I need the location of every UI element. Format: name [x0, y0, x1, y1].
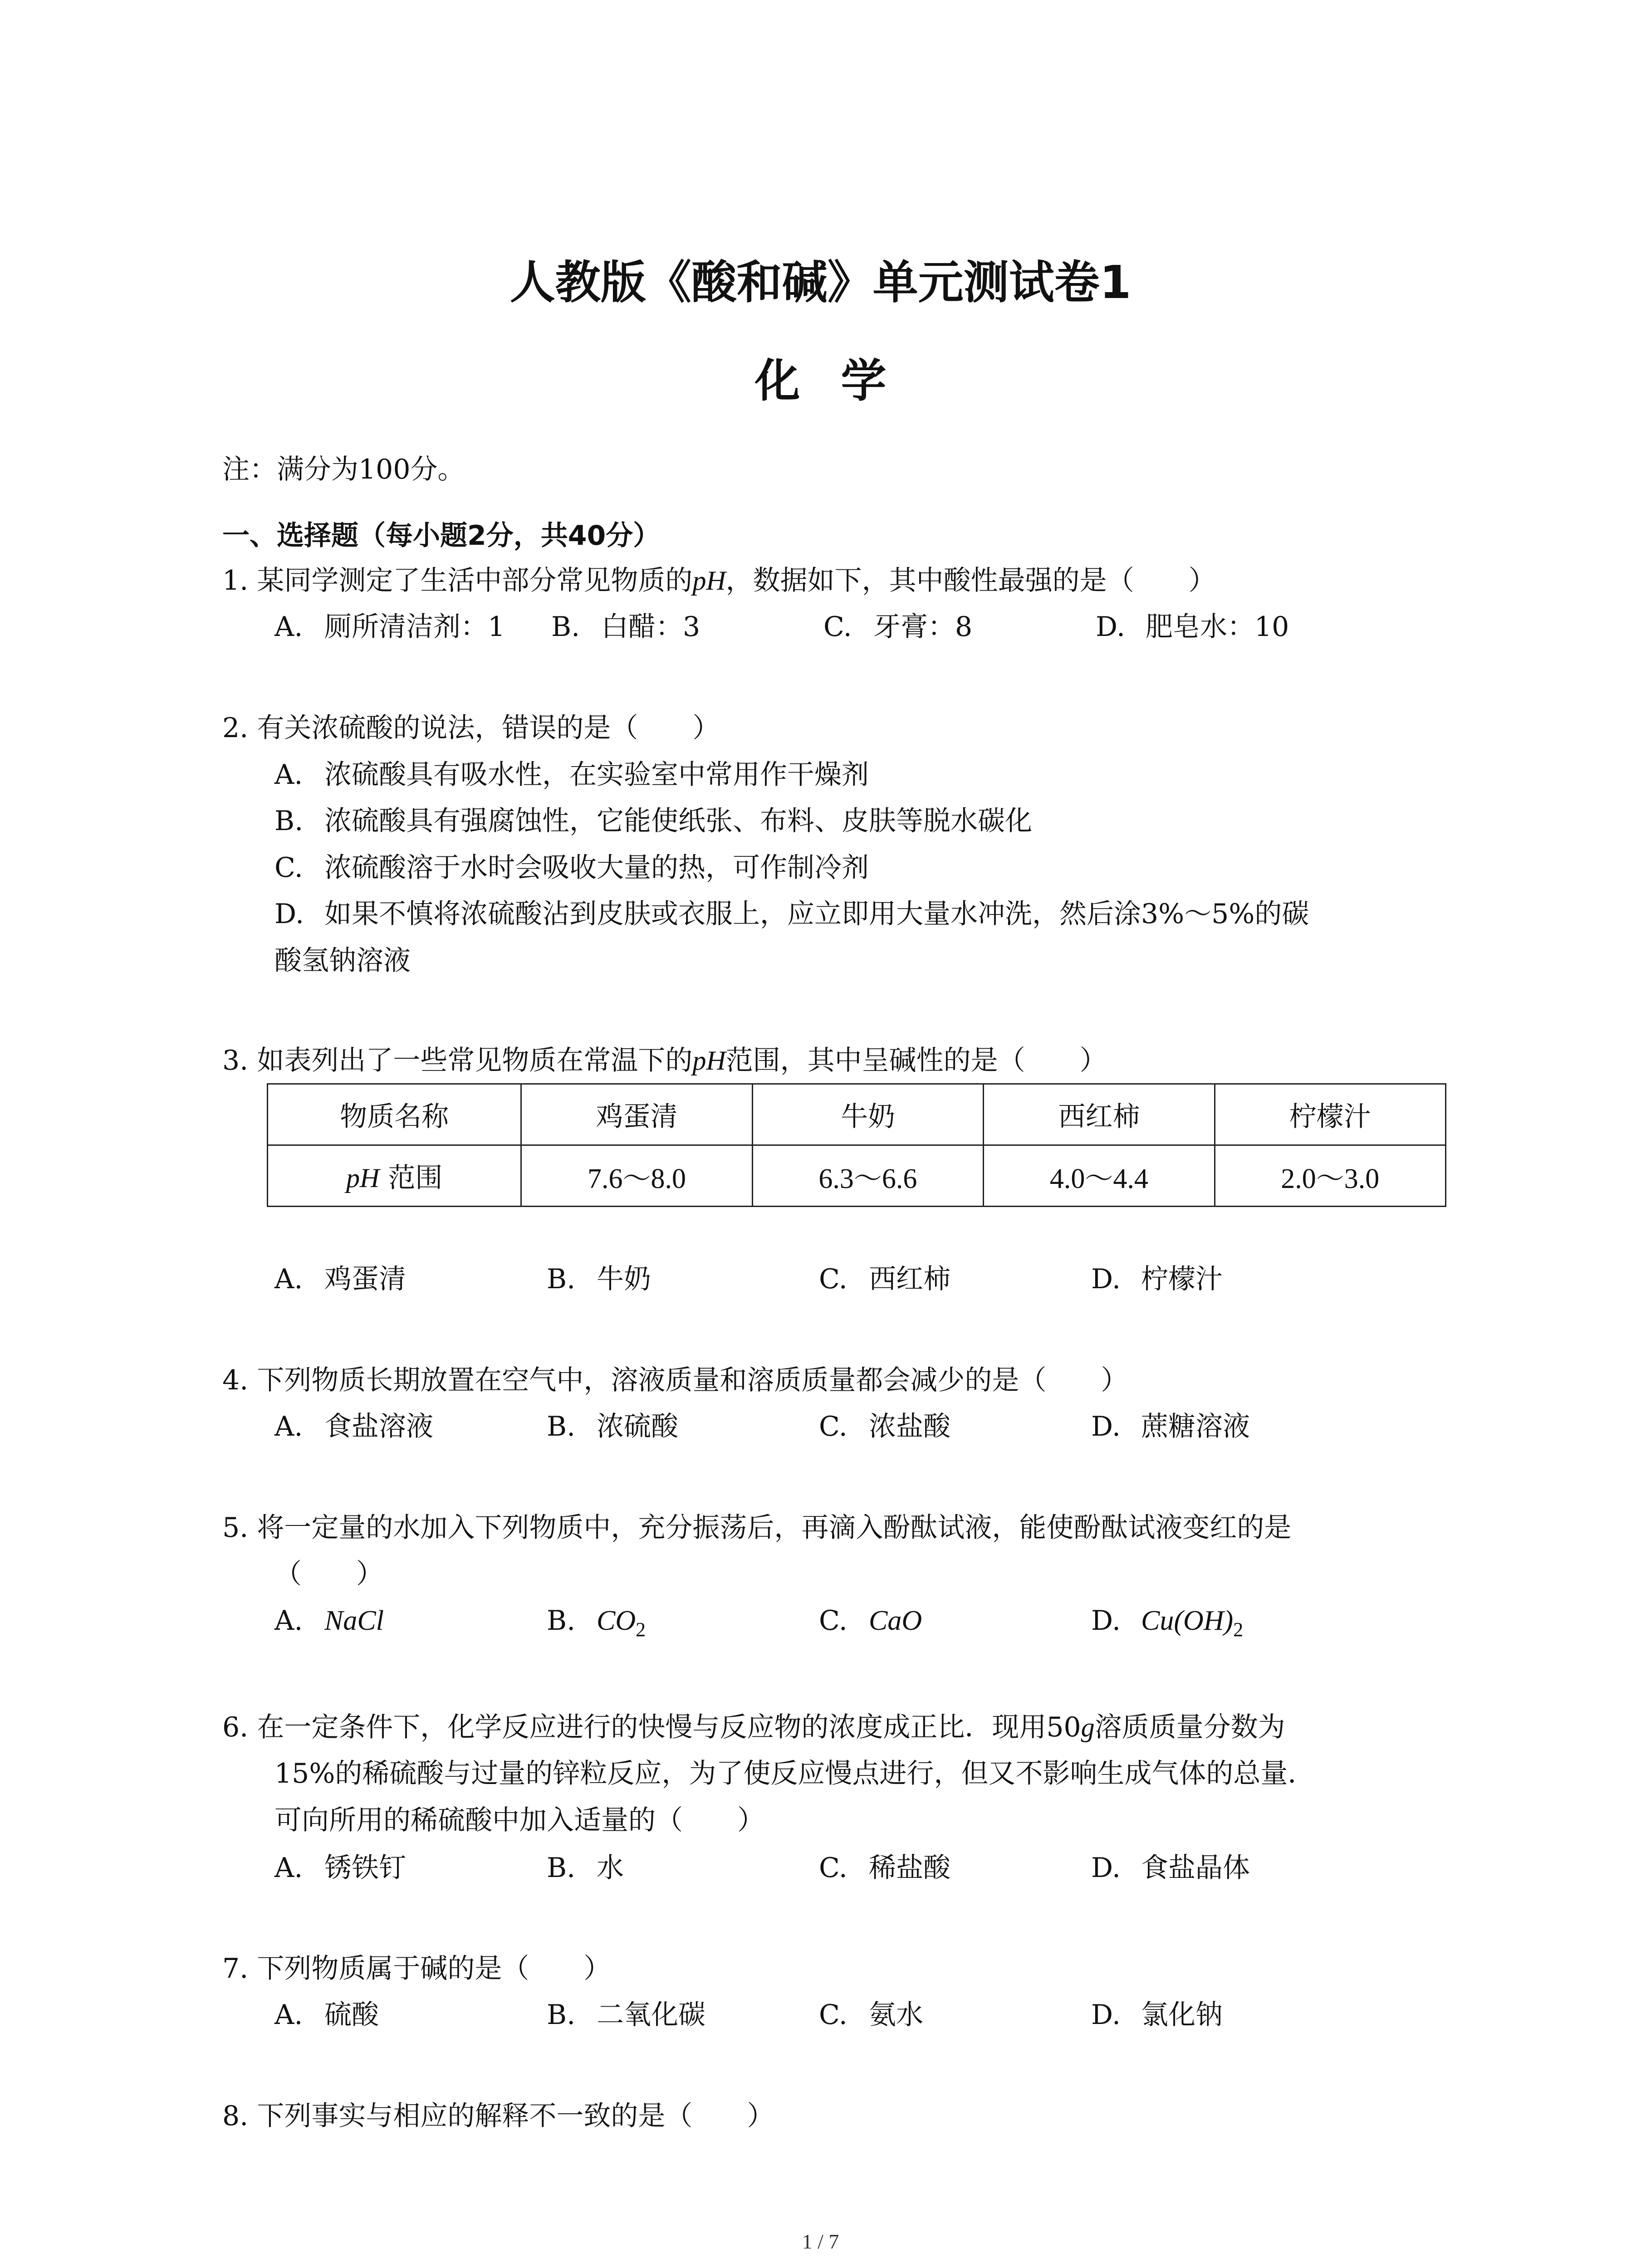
q4-option-c — [819, 1413, 950, 1440]
option-letter: B. — [547, 1605, 576, 1637]
option-text: 如果不慎将浓硫酸沾到皮肤或衣服上，应立即用大量水冲洗，然后涂3%～5%的碳 — [324, 898, 1309, 930]
q7-option-d — [1091, 1999, 1223, 2031]
option-text: 食盐溶液 — [324, 1411, 433, 1442]
q3-option-b — [547, 1263, 651, 1295]
option-letter: D. — [1091, 1999, 1121, 2031]
q4-option-d — [1091, 1413, 1250, 1440]
option-text: 柠檬汁 — [1141, 1263, 1223, 1295]
ph-symbol: pH — [346, 1163, 380, 1193]
table-cell — [268, 1145, 521, 1207]
section-heading: 一、选择题（每小题2分，共40分） — [222, 520, 661, 552]
option-letter: C. — [819, 1852, 847, 1884]
q2-option-d — [274, 900, 1309, 928]
row-label: 范围 — [379, 1162, 443, 1194]
question-8-stem: 8. 下列事实与相应的解释不一致的是（ ） — [222, 2100, 774, 2132]
q2-option-b — [274, 807, 1032, 835]
formula-subscript: 2 — [636, 1618, 646, 1641]
option-text: 水 — [597, 1852, 624, 1884]
table-cell: 物质名称 — [268, 1084, 521, 1145]
question-6-stem-line-2: 15%的稀硫酸与过量的锌粒反应，为了使反应慢点进行，但又不影响生成气体的总量． — [274, 1758, 1315, 1789]
option-text: 浓硫酸 — [597, 1411, 678, 1442]
question-7-stem: 7. 下列物质属于碱的是（ ） — [222, 1953, 611, 1984]
formula-text: Cu(OH) — [1141, 1605, 1234, 1636]
option-letter: A. — [274, 1411, 303, 1442]
subject-heading: 化学 — [754, 354, 927, 407]
question-3-stem — [222, 1047, 1107, 1074]
option-text: 蔗糖溶液 — [1141, 1411, 1250, 1442]
option-letter: D. — [1091, 1411, 1121, 1442]
option-letter: C. — [823, 611, 852, 643]
ph-range-table — [267, 1083, 1446, 1207]
option-letter: C. — [819, 1263, 847, 1295]
question-4-stem: 4. 下列物质长期放置在空气中，溶液质量和溶质质量都会减少的是（ ） — [222, 1364, 1128, 1396]
q2-option-d-continued: 酸氢钠溶液 — [274, 945, 411, 977]
q4-option-b — [547, 1413, 678, 1440]
option-letter: D. — [1096, 611, 1126, 643]
option-letter: D. — [1091, 1852, 1121, 1884]
option-letter: C. — [819, 1605, 847, 1637]
unit-symbol: g — [1081, 1712, 1095, 1742]
question-2-stem: 2. 有关浓硫酸的说法，错误的是（ ） — [222, 712, 720, 744]
option-text: 肥皂水：10 — [1146, 611, 1289, 643]
option-text: 浓硫酸溶于水时会吸收大量的热，可作制冷剂 — [324, 852, 869, 884]
table-row — [268, 1145, 1446, 1207]
option-letter: C. — [274, 852, 303, 884]
q7-option-b — [547, 1999, 705, 2031]
exam-title: 人教版《酸和碱》单元测试卷1 — [509, 256, 1132, 309]
option-text: 浓盐酸 — [869, 1411, 950, 1442]
option-text: 稀盐酸 — [869, 1852, 950, 1884]
option-letter: A. — [274, 1263, 303, 1295]
option-letter: A. — [274, 611, 303, 643]
table-cell: 4.0～4.4 — [984, 1145, 1215, 1207]
option-text: 硫酸 — [324, 1999, 379, 2031]
option-letter: D. — [1091, 1263, 1121, 1295]
option-letter: B. — [551, 611, 580, 643]
table-header-row — [268, 1084, 1446, 1145]
q2-option-a — [274, 759, 869, 791]
option-letter: B. — [547, 1852, 576, 1884]
option-letter: D. — [274, 898, 304, 930]
question-6-stem — [222, 1711, 1285, 1743]
option-letter: B. — [547, 1263, 576, 1295]
q5-option-a — [274, 1607, 384, 1635]
option-letter: B. — [547, 1411, 576, 1442]
q7-option-c — [819, 1999, 923, 2031]
option-text: 浓硫酸具有吸水性，在实验室中常用作干燥剂 — [324, 759, 869, 791]
q4-option-a — [274, 1413, 433, 1440]
option-text: 鸡蛋清 — [324, 1263, 406, 1295]
formula-text: CO — [597, 1605, 636, 1636]
question-1-stem — [222, 567, 1216, 594]
option-letter: B. — [274, 805, 304, 837]
table-cell: 鸡蛋清 — [521, 1084, 752, 1145]
option-text: 氨水 — [869, 1999, 923, 2031]
option-text: 厕所清洁剂：1 — [324, 611, 505, 643]
ph-symbol: pH — [692, 1046, 726, 1075]
table-cell: 柠檬汁 — [1215, 1084, 1445, 1145]
stem-text: 溶质质量分数为 — [1094, 1711, 1285, 1743]
stem-text: 范围，其中呈碱性的是（ ） — [725, 1045, 1107, 1076]
option-letter: A. — [274, 759, 303, 791]
option-letter: A. — [274, 1605, 303, 1637]
question-5-stem-continued: （ ） — [274, 1558, 383, 1590]
chemical-formula — [1141, 1605, 1244, 1641]
q6-option-b — [547, 1854, 624, 1882]
option-letter: D. — [1091, 1605, 1121, 1637]
stem-text: ，数据如下，其中酸性最强的是（ ） — [725, 565, 1216, 596]
stem-text: 6. 在一定条件下，化学反应进行的快慢与反应物的浓度成正比．现用50 — [222, 1711, 1081, 1743]
q5-option-d — [1091, 1605, 1244, 1641]
option-letter: C. — [819, 1411, 847, 1442]
q5-option-c — [819, 1607, 922, 1635]
q1-option-d — [1096, 611, 1289, 643]
q1-option-c — [823, 611, 973, 643]
q3-option-c — [819, 1263, 950, 1295]
formula-subscript: 2 — [1233, 1618, 1244, 1641]
question-6-stem-line-3: 可向所用的稀硫酸中加入适量的（ ） — [274, 1804, 764, 1836]
chemical-formula: NaCl — [324, 1605, 384, 1636]
page-number: 1 / 7 — [802, 2230, 839, 2253]
score-note: 注：满分为100分。 — [222, 454, 465, 485]
table-cell: 西红柿 — [984, 1084, 1215, 1145]
option-text: 浓硫酸具有强腐蚀性，它能使纸张、布料、皮肤等脱水碳化 — [324, 805, 1032, 837]
q6-option-a — [274, 1854, 406, 1882]
stem-text: 1. 某同学测定了生活中部分常见物质的 — [222, 565, 693, 596]
option-text: 锈铁钉 — [324, 1852, 406, 1884]
q1-option-a — [274, 611, 505, 643]
q2-option-c — [274, 852, 869, 884]
table-cell: 2.0～3.0 — [1215, 1145, 1445, 1207]
option-letter: A. — [274, 1999, 303, 2031]
ph-symbol: pH — [692, 566, 726, 596]
stem-text: 3. 如表列出了一些常见物质在常温下的 — [222, 1045, 693, 1076]
table-cell: 牛奶 — [752, 1084, 983, 1145]
option-text: 食盐晶体 — [1141, 1852, 1250, 1884]
option-letter: B. — [547, 1999, 576, 2031]
q5-option-b — [547, 1605, 646, 1641]
option-text: 牛奶 — [597, 1263, 651, 1295]
table-cell: 7.6～8.0 — [521, 1145, 752, 1207]
option-letter: A. — [274, 1852, 303, 1884]
option-text: 白醋：3 — [601, 611, 700, 643]
chemical-formula: CaO — [869, 1605, 922, 1636]
q6-option-d — [1091, 1854, 1250, 1882]
table-cell: 6.3～6.6 — [752, 1145, 983, 1207]
chemical-formula — [597, 1605, 646, 1641]
q6-option-c — [819, 1854, 950, 1882]
q3-option-a — [274, 1263, 406, 1295]
option-text: 西红柿 — [869, 1263, 950, 1295]
q7-option-a — [274, 1999, 379, 2031]
option-text: 牙膏：8 — [873, 611, 973, 643]
q3-option-d — [1091, 1263, 1223, 1295]
option-text: 二氧化碳 — [597, 1999, 705, 2031]
question-5-stem: 5. 将一定量的水加入下列物质中，充分振荡后，再滴入酚酞试液，能使酚酞试液变红的是 — [222, 1512, 1292, 1544]
q1-option-b — [551, 611, 700, 643]
option-text: 氯化钠 — [1141, 1999, 1223, 2031]
option-letter: C. — [819, 1999, 847, 2031]
